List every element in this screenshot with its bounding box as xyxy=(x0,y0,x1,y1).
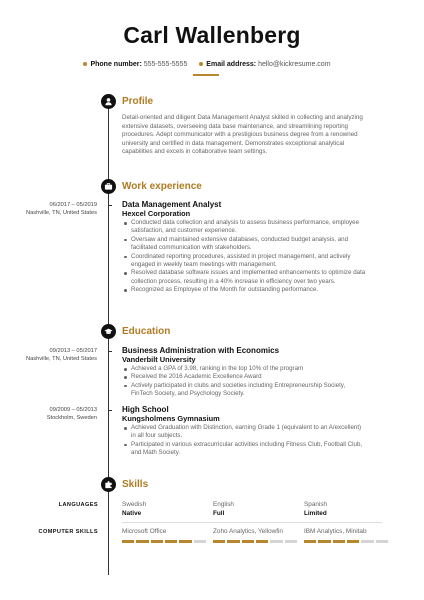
skill-group-label: COMPUTER SKILLS xyxy=(38,529,98,535)
skill-name: Zoho Analytics, Yellowfin xyxy=(213,528,283,535)
skill-rating-segment xyxy=(285,540,297,543)
job-dates: 06/2017 – 05/2019 xyxy=(49,202,97,208)
edu-school: Kungsholmens Gymnasium xyxy=(122,414,220,423)
phone-label: Phone number: xyxy=(90,61,142,68)
list-item: Resolved database software issues and implemented enhancements to optimize data collection process, resulting in a 40% increase in efficiency over two years. xyxy=(122,269,367,286)
skill-rating-segment xyxy=(242,540,254,543)
skill-item xyxy=(122,501,206,517)
skill-item xyxy=(213,528,297,543)
skill-rating-bar xyxy=(213,540,297,543)
skill-level: Limited xyxy=(304,510,327,517)
edu-bullets xyxy=(122,424,367,458)
job-org: Hexcel Corporation xyxy=(122,209,191,218)
edu-location: Nashville, TN, United States xyxy=(25,356,97,363)
skill-rating-segment xyxy=(347,540,359,543)
skill-name: Spanish xyxy=(304,501,328,508)
skill-rating-segment xyxy=(256,540,268,543)
skill-item xyxy=(213,501,297,517)
briefcase-icon xyxy=(101,179,116,194)
skill-rating-segment xyxy=(227,540,239,543)
edu-location: Stockholm, Sweden xyxy=(46,415,97,422)
list-item: Conducted data collection and analysis to assess business performance, employee satisfaction, and customer experience. xyxy=(122,219,367,236)
skill-rating-segment xyxy=(361,540,373,543)
education-title: Education xyxy=(122,326,171,337)
skill-item xyxy=(304,528,388,543)
timeline-tick xyxy=(108,351,112,352)
skill-rating-segment xyxy=(179,540,191,543)
bullet-dot-icon xyxy=(83,62,87,66)
job-bullets xyxy=(122,219,367,295)
skill-item xyxy=(122,528,206,543)
skills-divider xyxy=(122,522,382,523)
email-value[interactable]: hello@kickresume.com xyxy=(258,61,331,68)
list-item: Participated in various extracurricular activities including Fitness Club, Football Club, and Math Society. xyxy=(122,441,367,458)
skill-rating-segment xyxy=(270,540,282,543)
email-label: Email address: xyxy=(206,61,257,68)
skill-rating-bar xyxy=(304,540,388,543)
list-item: Oversaw and maintained extensive databases, conducted budget analysis, and facilitated communication with stakeholders. xyxy=(122,236,367,253)
puzzle-icon xyxy=(101,477,116,492)
skills-title: Skills xyxy=(122,479,149,490)
skill-name: Swedish xyxy=(122,501,147,508)
edu-degree: Business Administration with Economics xyxy=(122,346,280,355)
edu-meta xyxy=(26,347,97,363)
skill-name: English xyxy=(213,501,234,508)
edu-school: Vanderbilt University xyxy=(122,355,196,364)
profile-text: Detail-oriented and diligent Data Management Analyst skilled in collecting and analyzing extensive datasets, overseeing data base maintenance, and streamlining reporting procedures. Adept communicator with a prestigious business degree from a renowned university and certified in data management. Demonstrates exceptional analytical capabilities and excels in collaborative team settings. xyxy=(122,114,363,156)
work-title: Work experience xyxy=(122,181,202,192)
skill-rating-segment xyxy=(333,540,345,543)
skill-group-label: LANGUAGES xyxy=(58,502,98,508)
edu-dates: 09/2013 – 05/2017 xyxy=(49,348,97,354)
skill-rating-segment xyxy=(165,540,177,543)
skill-name: Microsoft Office xyxy=(122,528,167,535)
skill-rating-segment xyxy=(304,540,316,543)
profile-title: Profile xyxy=(122,96,154,107)
job-role: Data Management Analyst xyxy=(122,200,222,209)
job-meta xyxy=(26,201,97,217)
skill-rating-segment xyxy=(318,540,330,543)
skill-rating-bar xyxy=(122,540,206,543)
timeline-tick xyxy=(108,205,112,206)
edu-bullets xyxy=(122,365,367,399)
skill-rating-segment xyxy=(194,540,206,543)
bullet-dot-icon xyxy=(199,62,203,66)
edu-degree: High School xyxy=(122,405,169,414)
list-item: Recognized as Employee of the Month for outstanding performance. xyxy=(122,286,367,294)
candidate-name: Carl Wallenberg xyxy=(123,22,301,48)
list-item: Achieved Graduation with Distinction, earning Grade 1 (equivalent to an A/excellent) in all four subjects. xyxy=(122,424,367,441)
contact-line xyxy=(0,61,424,68)
skill-item xyxy=(304,501,388,517)
skill-rating-segment xyxy=(136,540,148,543)
skill-rating-segment xyxy=(213,540,225,543)
phone-value: 555-555-5555 xyxy=(143,61,188,68)
skill-rating-segment xyxy=(151,540,163,543)
graduation-cap-icon xyxy=(101,324,116,339)
job-location: Nashville, TN, United States xyxy=(25,210,97,217)
person-icon xyxy=(101,94,116,109)
list-item: Received the 2016 Academic Excellence Award xyxy=(122,373,367,381)
edu-meta xyxy=(47,406,97,422)
timeline-tick xyxy=(108,410,112,411)
skill-rating-segment xyxy=(122,540,134,543)
edu-dates: 09/2009 – 05/2013 xyxy=(49,407,97,413)
skill-level: Native xyxy=(122,510,142,517)
skill-rating-segment xyxy=(376,540,388,543)
skill-name: IBM Analytics, Minitab xyxy=(304,528,367,535)
list-item: Achieved a GPA of 3.98, ranking in the top 10% of the program xyxy=(122,365,367,373)
header-divider xyxy=(193,74,219,76)
list-item: Coordinated reporting procedures, assisted in project management, and actively engaged in weekly team meetings with management. xyxy=(122,253,367,270)
list-item: Actively participated in clubs and societies including Entrepreneurship Society, FinTech Society, and Psychology Society. xyxy=(122,382,367,399)
skill-level: Full xyxy=(213,510,225,517)
